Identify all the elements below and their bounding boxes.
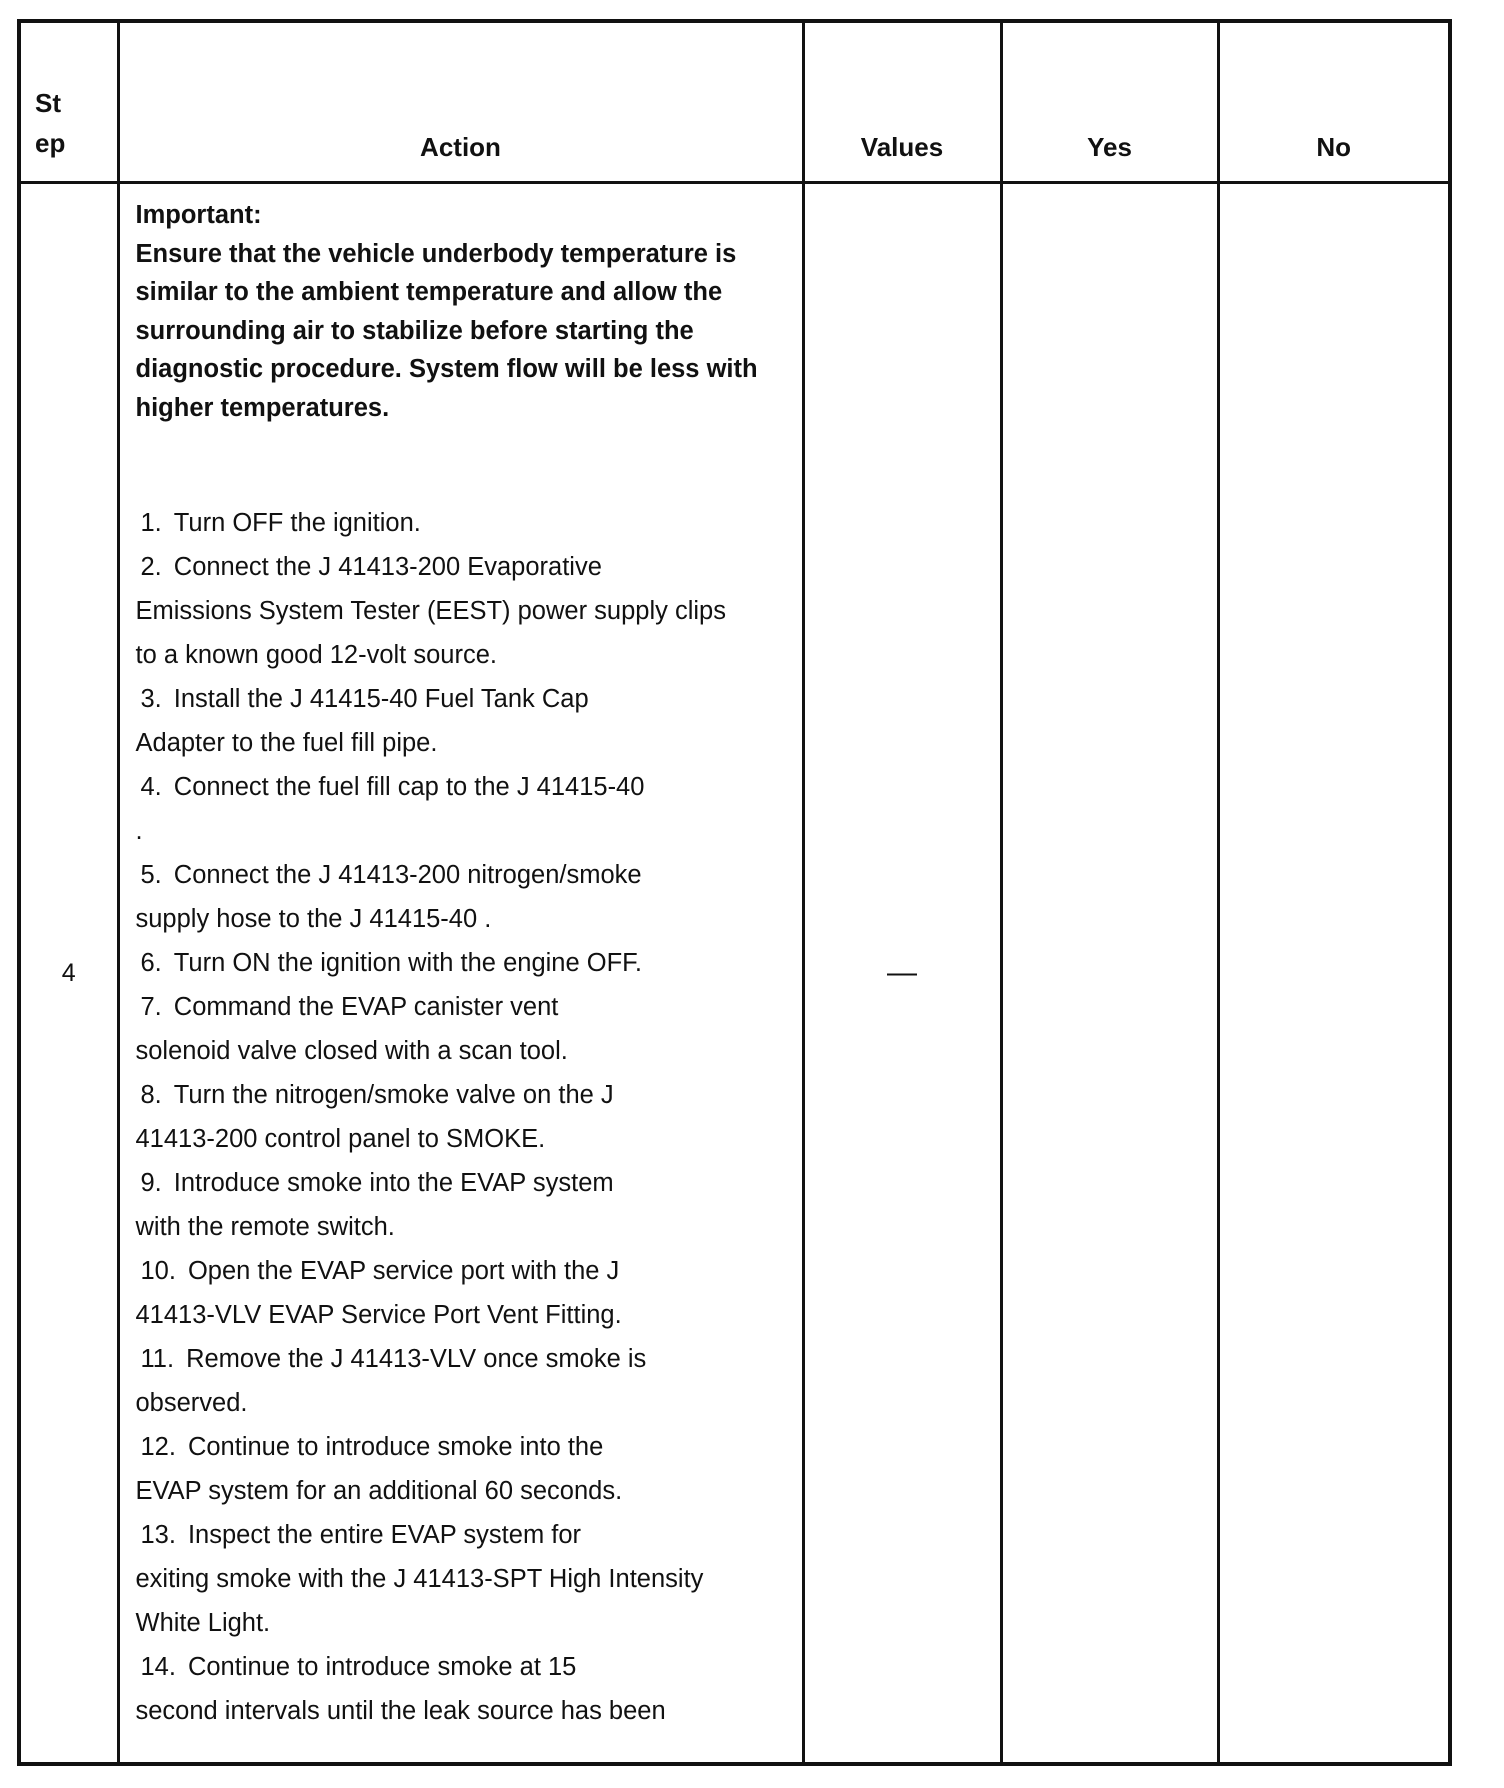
table-row — [19, 183, 1450, 1765]
step-text: Open the EVAP service port with the J — [187, 1257, 620, 1285]
step-index: 6. — [140, 949, 162, 977]
step-index: 9. — [140, 1169, 162, 1197]
header-step-line2: ep — [35, 128, 66, 158]
header-no: No — [1218, 21, 1450, 183]
step-continuation: 41413-200 control panel to SMOKE. — [135, 1125, 546, 1153]
step-index: 11. — [140, 1345, 175, 1373]
step-index: 3. — [140, 685, 162, 713]
step-continuation: exiting smoke with the J 41413-SPT High Intensity White Light. — [135, 1565, 704, 1637]
important-text: Ensure that the vehicle underbody temperature is similar to the ambient temperature and allow the surrounding air to stabilize before starting the diagnostic procedure. System flow will be less with higher temperatures. — [135, 239, 758, 422]
list-item — [136, 545, 736, 677]
list-item — [136, 1337, 736, 1425]
list-item — [136, 765, 736, 853]
step-text: Connect the J 41413-200 nitrogen/smoke — [173, 861, 642, 889]
list-item — [136, 941, 736, 985]
list-item — [136, 1249, 736, 1337]
step-index: 12. — [140, 1433, 176, 1461]
step-continuation: 41413-VLV EVAP Service Port Vent Fitting. — [135, 1301, 622, 1329]
list-item — [136, 1073, 736, 1161]
step-text: Turn OFF the ignition. — [173, 509, 421, 537]
step-text: Connect the fuel fill cap to the J 41415-40 — [173, 773, 645, 801]
header-yes: Yes — [1001, 21, 1218, 183]
step-text: Remove the J 41413-VLV once smoke is — [186, 1345, 647, 1373]
step-index: 13. — [140, 1521, 176, 1549]
no-cell — [1218, 183, 1450, 1765]
list-item — [136, 1513, 736, 1645]
step-index: 1. — [140, 509, 162, 537]
step-index: 7. — [140, 993, 162, 1021]
step-continuation: observed. — [135, 1389, 248, 1417]
step-text: Command the EVAP canister vent — [173, 993, 559, 1021]
step-continuation: Emissions System Tester (EEST) power supply clips to a known good 12-volt source. — [135, 597, 726, 669]
step-index: 2. — [140, 553, 162, 581]
header-row — [19, 21, 1450, 183]
step-index: 4. — [140, 773, 162, 801]
step-text: Turn ON the ignition with the engine OFF. — [173, 949, 642, 977]
step-index: 5. — [140, 861, 162, 889]
list-item — [136, 1161, 736, 1249]
step-continuation: with the remote switch. — [135, 1213, 395, 1241]
yes-cell — [1001, 183, 1218, 1765]
step-continuation: . — [135, 817, 143, 845]
step-index: 14. — [140, 1653, 176, 1681]
step-text: Install the J 41415-40 Fuel Tank Cap — [173, 685, 589, 713]
list-item — [136, 1645, 736, 1733]
step-text: Continue to introduce smoke into the — [187, 1433, 604, 1461]
header-values: Values — [803, 21, 1001, 183]
list-item — [136, 677, 736, 765]
header-step-line1: St — [35, 88, 61, 118]
header-action: Action — [118, 21, 803, 183]
header-step — [19, 21, 118, 183]
values-cell: — — [803, 183, 1001, 1765]
step-continuation: solenoid valve closed with a scan tool. — [135, 1037, 568, 1065]
list-item — [136, 985, 736, 1073]
step-text: Introduce smoke into the EVAP system — [173, 1169, 614, 1197]
list-item — [136, 1425, 736, 1513]
step-text: Inspect the entire EVAP system for — [187, 1521, 582, 1549]
step-text: Continue to introduce smoke at 15 — [187, 1653, 577, 1681]
step-continuation: Adapter to the fuel fill pipe. — [135, 729, 438, 757]
important-label: Important: — [135, 201, 262, 229]
action-cell — [118, 183, 803, 1765]
procedure-steps — [136, 501, 736, 1733]
list-item — [136, 501, 736, 545]
step-text: Turn the nitrogen/smoke valve on the J — [173, 1081, 614, 1109]
diagnostic-table — [17, 19, 1452, 1766]
step-text: Connect the J 41413-200 Evaporative — [173, 553, 602, 581]
step-continuation: second intervals until the leak source has been — [135, 1697, 666, 1725]
step-continuation: EVAP system for an additional 60 seconds. — [135, 1477, 623, 1505]
list-item — [136, 853, 736, 941]
step-number: 4 — [19, 183, 118, 1765]
step-continuation: supply hose to the J 41415-40 . — [135, 905, 492, 933]
step-index: 10. — [140, 1257, 176, 1285]
step-index: 8. — [140, 1081, 162, 1109]
